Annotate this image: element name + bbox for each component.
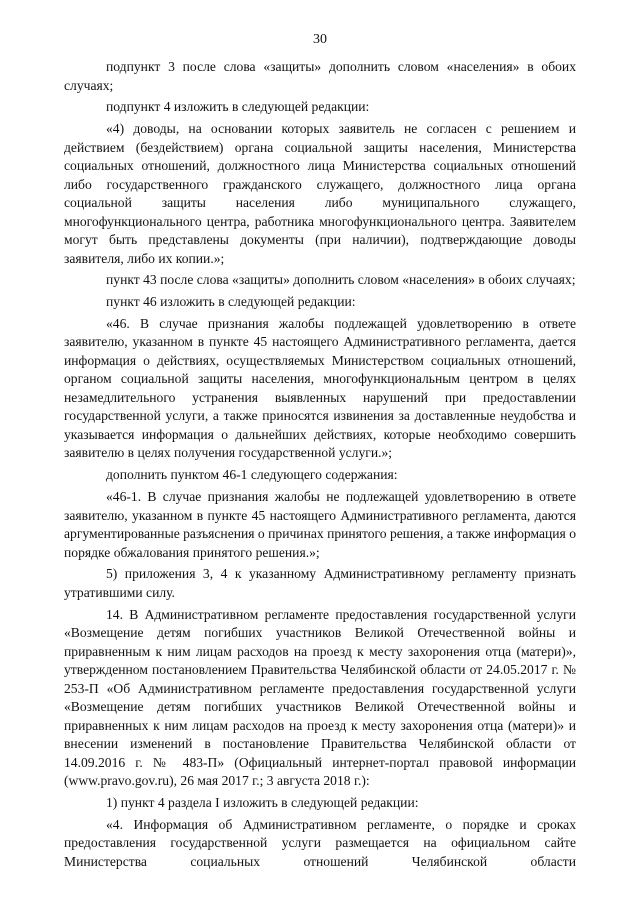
paragraph-5: пункт 46 изложить в следующей редакции: (106, 294, 356, 310)
paragraph-10: 14. В Административном регламенте предоставления государственной услуги «Возмещение детям погибших участников Великой Отечественной войны и приравненным к ним лицам расходов на проезд к месту захоронения отца (матери)», утвержденном постановлением Правительства Челябинской области от 24.05.2017 г. № 253-П «Об Административном регламенте предоставления государственной услуги «Возмещение детям погибших участников Великой Отечественной войны и приравненных к ним лицам расходов на проезд к месту захоронения отца (матери)» и внесении изменений в постановление Правительства Челябинской области от 14.09.2016 г. № 483-П» (Официальный интернет-портал правовой информации (www.pravo.gov.ru), 26 мая 2017 г.; 3 августа 2018 г.): (64, 606, 576, 789)
paragraph-2: подпункт 4 изложить в следующей редакции: (106, 99, 370, 115)
paragraph-1: подпункт 3 после слова «защиты» дополнить словом «населения» в обоих случаях; (64, 59, 576, 93)
paragraph-11: 1) пункт 4 раздела I изложить в следующей редакции: (106, 794, 419, 810)
paragraph-3: «4) доводы, на основании которых заявитель не согласен с решением и действием (бездействием) органа социальной защиты населения, Министерства социальных отношений, должностного лица Министерства социальных отношений либо государственного гражданского служащего, должностного лица органа социальной защиты населения либо муниципального служащего, многофункционального центра, работника многофункционального центра. Заявителем могут быть представлены документы (при наличии), подтверждающие доводы заявителя, либо их копии.»; (64, 121, 576, 266)
page-number: 30 (313, 32, 327, 47)
paragraph-7: дополнить пунктом 46-1 следующего содержания: (106, 467, 398, 483)
paragraph-8: «46-1. В случае признания жалобы не подлежащей удовлетворению в ответе заявителю, указанном в пункте 45 настоящего Административного регламента, даются аргументированные разъяснения о причинах принятого решения, а также информация о порядке обжалования принятого решения.»; (64, 489, 576, 560)
paragraph-12: «4. Информация об Административном регламенте, о порядке и сроках предоставления государственной услуги размещается на официальном сайте Министерства социальных отношений Челябинской области (64, 816, 576, 869)
paragraph-9: 5) приложения 3, 4 к указанному Административному регламенту признать утратившими силу. (64, 566, 576, 600)
paragraph-6: «46. В случае признания жалобы подлежащей удовлетворению в ответе заявителю, указанном в пункте 45 настоящего Административного регламента, дается информация о действиях, осуществляемых Министерством социальных отношений, органом социальной защиты населения, многофункциональным центром в целях незамедлительного устранения выявленных нарушений при предоставлении государственной услуги, а также приносятся извинения за доставленные неудобства и указывается информация о дальнейших действиях, которые необходимо совершить заявителю в целях получения государственной услуги.»; (64, 315, 576, 461)
paragraph-4: пункт 43 после слова «защиты» дополнить словом «населения» в обоих случаях; (106, 272, 576, 288)
document-body (64, 58, 576, 875)
